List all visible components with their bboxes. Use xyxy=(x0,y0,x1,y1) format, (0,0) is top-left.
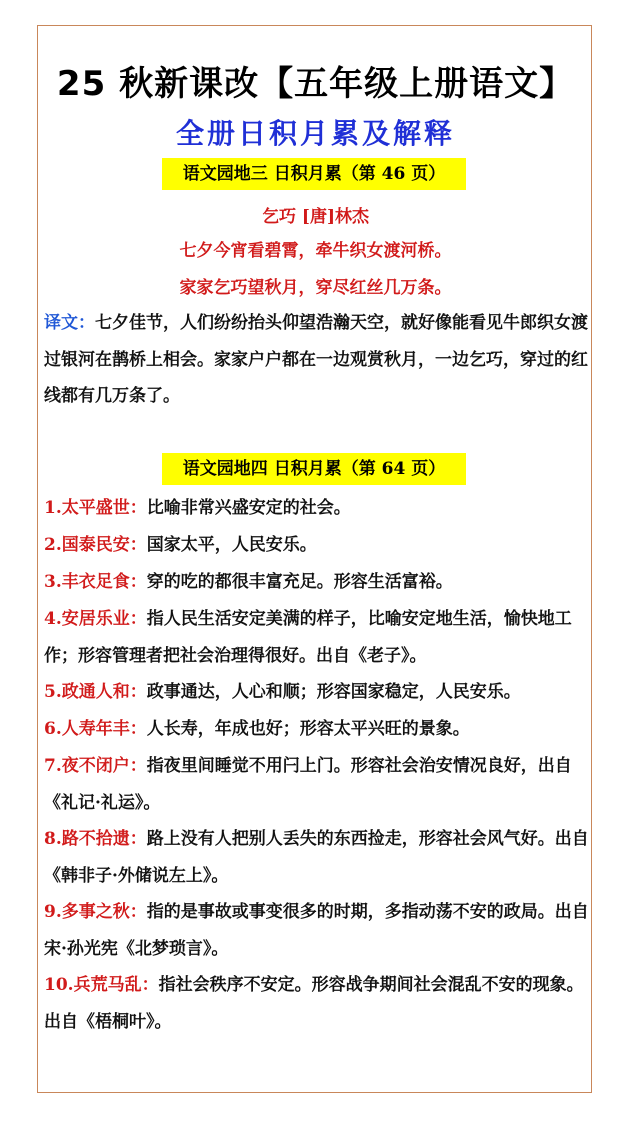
section-heading-4: 语文园地四 日积月累（第 64 页） xyxy=(162,453,466,485)
translation-label: 译文： xyxy=(44,313,95,333)
section-heading-3: 语文园地三 日积月累（第 46 页） xyxy=(162,158,466,190)
idiom-term: 6.人寿年丰： xyxy=(44,719,147,739)
idiom-term: 1.太平盛世： xyxy=(44,498,147,518)
idiom-term: 10.兵荒马乱： xyxy=(44,975,159,995)
poem-line-1: 七夕今宵看碧霄，牵牛织女渡河桥。 xyxy=(179,241,452,261)
idiom-term: 9.多事之秋： xyxy=(44,902,147,922)
list-item xyxy=(44,564,592,601)
idiom-desc: 路上没有人把别人丢失的东西捡走，形容社会风气好。出自《韩非子·外储说左上》。 xyxy=(44,829,589,886)
idiom-desc: 穿的吃的都很丰富充足。形容生活富裕。 xyxy=(146,572,453,592)
idiom-term: 3.丰衣足食： xyxy=(44,572,147,592)
idiom-term: 2.国泰民安： xyxy=(44,535,147,555)
idiom-desc: 政事通达，人心和顺；形容国家稳定，人民安乐。 xyxy=(146,682,521,702)
translation-text: 七夕佳节，人们纷纷抬头仰望浩瀚天空，就好像能看见牛郎织女渡过银河在鹊桥上相会。家家户户都在一边观赏秋月，一边乞巧，穿过的红线都有几万条了。 xyxy=(44,313,588,406)
list-item xyxy=(44,711,592,748)
idiom-desc: 指人民生活安定美满的样子，比喻安定地生活，愉快地工作；形容管理者把社会治理得很好。出自《老子》。 xyxy=(44,609,572,666)
list-item xyxy=(44,748,592,821)
idiom-term: 7.夜不闭户： xyxy=(44,756,147,776)
page-subtitle: 全册日积月累及解释 xyxy=(175,117,455,150)
idiom-term: 8.路不拾遗： xyxy=(44,829,147,849)
poem-line-2: 家家乞巧望秋月，穿尽红丝几万条。 xyxy=(179,278,452,298)
list-item xyxy=(44,490,592,527)
idiom-term: 4.安居乐业： xyxy=(44,609,147,629)
idiom-term: 5.政通人和： xyxy=(44,682,147,702)
list-item xyxy=(44,527,592,564)
idiom-desc: 指夜里间睡觉不用闩上门。形容社会治安情况良好，出自《礼记·礼运》。 xyxy=(44,756,572,813)
idiom-desc: 指社会秩序不安定。形容战争期间社会混乱不安的现象。出自《梧桐叶》。 xyxy=(44,975,584,1032)
page-title: 25 秋新课改【五年级上册语文】 xyxy=(56,64,575,104)
list-item xyxy=(44,821,592,894)
translation-paragraph xyxy=(44,305,592,415)
list-item xyxy=(44,967,592,1040)
idiom-desc: 指的是事故或事变很多的时期，多指动荡不安的政局。出自宋·孙光宪《北梦琐言》。 xyxy=(44,902,589,959)
idiom-desc: 比喻非常兴盛安定的社会。 xyxy=(146,498,351,518)
poem-title: 乞巧 [唐]林杰 xyxy=(261,207,369,227)
list-item xyxy=(44,894,592,967)
idiom-desc: 国家太平，人民安乐。 xyxy=(146,535,317,555)
idiom-desc: 人长寿，年成也好；形容太平兴旺的景象。 xyxy=(146,719,470,739)
list-item xyxy=(44,674,592,711)
list-item xyxy=(44,601,592,674)
